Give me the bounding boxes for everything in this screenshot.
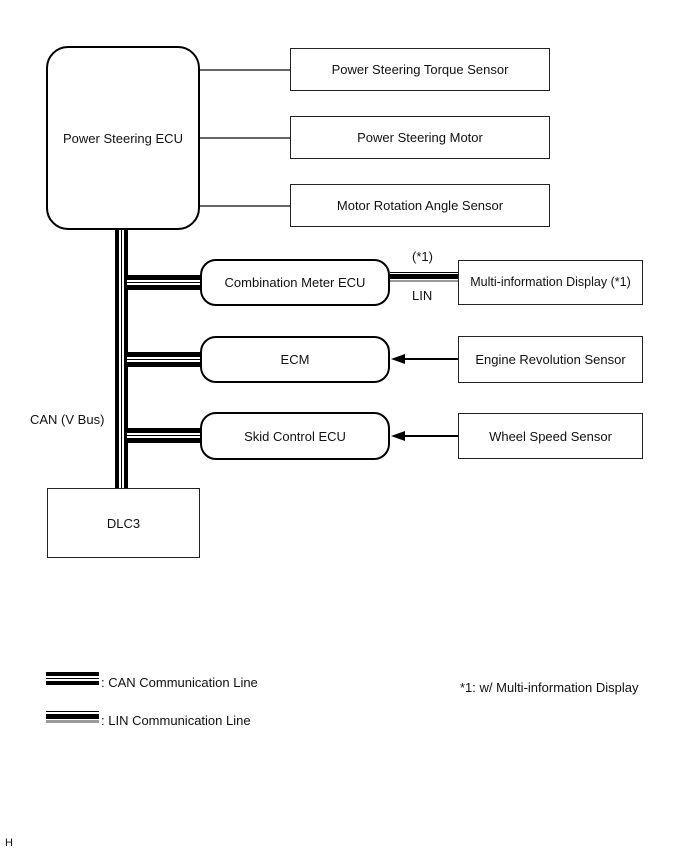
node-skid-control-ecu: Skid Control ECU — [200, 412, 390, 460]
node-wheel-speed-sensor: Wheel Speed Sensor — [458, 413, 643, 459]
legend-can-line-swatch — [46, 672, 99, 685]
node-combination-meter-ecu: Combination Meter ECU — [200, 259, 390, 306]
connector-torque-sensor — [200, 69, 290, 71]
can-branch-combination-meter — [127, 275, 200, 290]
can-branch-skid-control — [127, 428, 200, 443]
node-motor-rotation-angle-sensor: Motor Rotation Angle Sensor — [290, 184, 550, 227]
node-power-steering-motor: Power Steering Motor — [290, 116, 550, 159]
lin-link-line — [390, 272, 458, 282]
arrow-head-engine-to-ecm — [391, 354, 405, 364]
arrow-head-wheel-to-skid — [391, 431, 405, 441]
node-ecm: ECM — [200, 336, 390, 383]
connector-steering-motor — [200, 137, 290, 139]
node-power-steering-torque-sensor: Power Steering Torque Sensor — [290, 48, 550, 91]
legend-can-line-label: : CAN Communication Line — [101, 675, 258, 690]
arrow-line-engine-to-ecm — [402, 358, 458, 360]
arrow-line-wheel-to-skid — [402, 435, 458, 437]
can-v-bus-label: CAN (V Bus) — [30, 412, 105, 427]
node-multi-information-display: Multi-information Display (*1) — [458, 260, 643, 305]
can-branch-ecm — [127, 352, 200, 367]
legend-lin-line-swatch — [46, 711, 99, 723]
legend-lin-line-label: : LIN Communication Line — [101, 713, 251, 728]
lin-link-protocol-label: LIN — [412, 288, 433, 303]
lin-link-ref-label: (*1) — [412, 249, 433, 264]
footnote-multi-information-display: *1: w/ Multi-information Display — [460, 680, 639, 695]
node-engine-revolution-sensor: Engine Revolution Sensor — [458, 336, 643, 383]
page-code: H — [5, 837, 13, 849]
connector-rotation-sensor — [200, 205, 290, 207]
node-power-steering-ecu: Power Steering ECU — [46, 46, 200, 230]
node-dlc3: DLC3 — [47, 488, 200, 558]
